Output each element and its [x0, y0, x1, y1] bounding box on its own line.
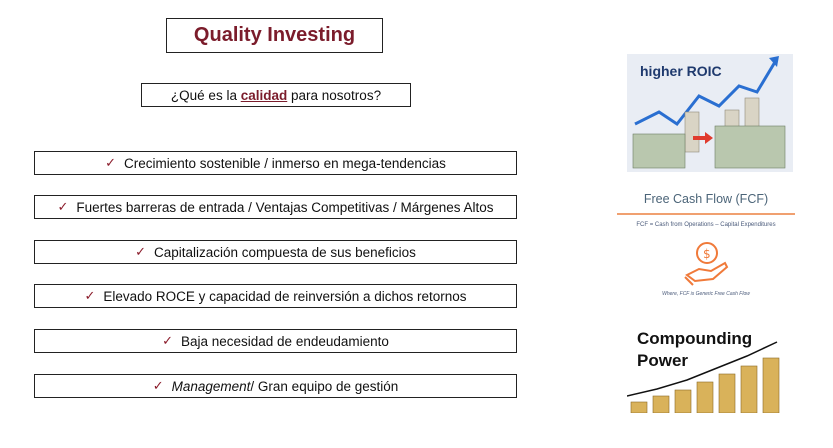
coin-stacks-icon	[627, 324, 781, 413]
quality-item-text: Crecimiento sostenible / inmerso en mega-tendencias	[123, 155, 446, 171]
money-growth-arrow-icon	[627, 54, 793, 172]
quality-item	[34, 151, 517, 175]
page-title: Quality Investing	[193, 24, 356, 46]
quality-item-text: Fuertes barreras de entrada / Ventajas Competitivas / Márgenes Altos	[76, 199, 494, 215]
subtitle-box	[141, 83, 411, 107]
hand-money-icon	[681, 237, 731, 287]
roic-image	[627, 54, 793, 172]
check-icon: ✓	[152, 378, 164, 393]
subtitle-highlight: calidad	[240, 87, 288, 103]
title-box	[166, 18, 383, 53]
quality-item	[34, 329, 517, 353]
quality-item	[34, 284, 517, 308]
fcf-formula: FCF = Cash from Operations – Capital Expenditures	[636, 222, 776, 228]
quality-item-text: Elevado ROCE y capacidad de reinversión a dichos retornos	[103, 288, 467, 304]
quality-item	[34, 195, 517, 219]
quality-item-text: Baja necesidad de endeudamiento	[180, 333, 389, 349]
compounding-line2: Power	[637, 351, 689, 370]
fcf-note: Where, FCF is Generic Free Cash Flow	[662, 291, 750, 297]
roic-caption: higher ROIC	[640, 63, 722, 79]
check-icon: ✓	[84, 288, 96, 303]
quality-item-italic: Management	[171, 378, 251, 394]
check-icon: ✓	[135, 244, 146, 259]
quality-item	[34, 240, 517, 264]
compounding-image	[627, 324, 781, 413]
fcf-card	[617, 185, 795, 305]
subtitle-after: para nosotros?	[291, 87, 382, 103]
compounding-line1: Compounding	[637, 329, 753, 348]
fcf-title: Free Cash Flow (FCF)	[643, 192, 769, 206]
quality-item	[34, 374, 517, 398]
fcf-divider	[617, 213, 795, 215]
check-icon: ✓	[57, 199, 69, 214]
svg-text:$: $	[703, 247, 711, 261]
quality-item-text: / Gran equipo de gestión	[250, 378, 399, 394]
quality-item-text: Capitalización compuesta de sus beneficios	[154, 244, 416, 260]
check-icon: ✓	[162, 333, 173, 348]
check-icon: ✓	[105, 155, 116, 170]
subtitle-before: ¿Qué es la	[170, 87, 237, 103]
